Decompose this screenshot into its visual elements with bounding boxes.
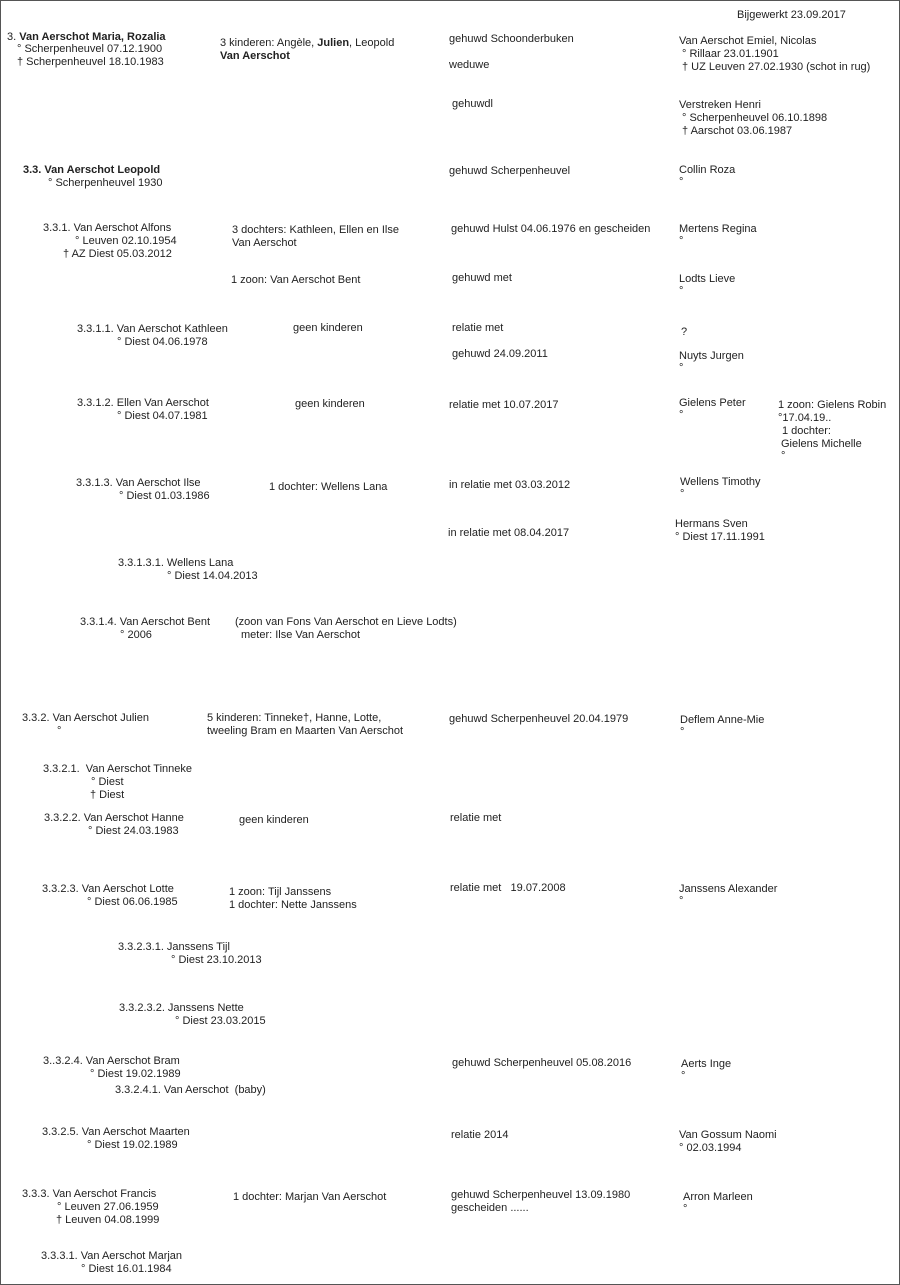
person-name: 3..3.2.4. Van Aerschot Bram — [43, 1055, 180, 1067]
children-info-line2: tweeling Bram en Maarten Van Aerschot — [207, 725, 404, 737]
spouse-name: Arron Marleen — [683, 1191, 753, 1203]
note-info: (zoon van Fons Van Aerschot en Lieve Lodts) — [235, 616, 457, 628]
birth-info: ° Diest — [91, 776, 124, 788]
spouse-name: Lodts Lieve — [679, 273, 736, 285]
grandchildren-info: °17.04.19.. — [778, 412, 832, 424]
person-name: 3.3.2.2. Van Aerschot Hanne — [44, 812, 184, 824]
child-entry: 3.3.2.4.1. Van Aerschot (baby) — [115, 1084, 266, 1096]
birth-info: ° Diest 04.06.1978 — [117, 336, 208, 348]
spouse-name: Verstreken Henri — [679, 99, 761, 111]
spouse-name: Mertens Regina — [679, 223, 757, 235]
spouse-name: Nuyts Jurgen — [679, 350, 744, 362]
spouse-birth: ° Diest 17.11.1991 — [675, 531, 765, 543]
spouse-birth: ° — [680, 726, 685, 738]
person-name: 3.3.2. Van Aerschot Julien — [22, 712, 149, 724]
relation-info: in relatie met 08.04.2017 — [448, 527, 570, 539]
person-name: 3.3.2.3.2. Janssens Nette — [119, 1002, 244, 1014]
spouse-death: † UZ Leuven 27.02.1930 (schot in rug) — [682, 61, 871, 73]
relation-info: relatie met 19.07.2008 — [450, 882, 566, 894]
children-info: geen kinderen — [293, 322, 363, 334]
birth-info: ° — [57, 725, 62, 737]
person-name: 3.3.1. Van Aerschot Alfons — [43, 222, 172, 234]
birth-info: ° Diest 19.02.1989 — [87, 1139, 178, 1151]
spouse-name: Hermans Sven — [675, 518, 748, 530]
spouse-name: Wellens Timothy — [680, 476, 761, 488]
spouse-name: Collin Roza — [679, 164, 736, 176]
relation-info: relatie met 10.07.2017 — [449, 399, 559, 411]
children-info: geen kinderen — [295, 398, 365, 410]
birth-info: ° Diest 19.02.1989 — [90, 1068, 181, 1080]
death-info: † AZ Diest 05.03.2012 — [63, 248, 172, 260]
person-name: 3.3.2.1. Van Aerschot Tinneke — [43, 763, 193, 775]
death-info: † Diest — [90, 789, 125, 801]
person-name: 3.3.1.2. Ellen Van Aerschot — [77, 397, 209, 409]
birth-info: ° Diest 04.07.1981 — [117, 410, 208, 422]
birth-info: ° Leuven 27.06.1959 — [57, 1201, 159, 1213]
person-name: 3.3.2.5. Van Aerschot Maarten — [42, 1126, 190, 1138]
relation-info: relatie met — [452, 322, 504, 334]
grandchildren-info: 1 zoon: Gielens Robin — [778, 399, 887, 411]
relation-info: gehuwd Scherpenheuvel 05.08.2016 — [452, 1057, 632, 1069]
spouse-name: Van Aerschot Emiel, Nicolas — [679, 35, 817, 47]
children-info: 1 zoon: Tijl Janssens — [229, 886, 332, 898]
birth-info: ° Diest 01.03.1986 — [119, 490, 210, 502]
relation-info: gehuwd Scherpenheuvel 20.04.1979 — [449, 713, 629, 725]
relation-info: gehuwd 24.09.2011 — [452, 348, 548, 360]
spouse-birth: ° — [679, 176, 684, 188]
relation-info: gehuwd Scherpenheuvel — [449, 165, 571, 177]
birth-info: ° Diest 23.10.2013 — [171, 954, 262, 966]
birth-info: ° Diest 14.04.2013 — [167, 570, 258, 582]
spouse-birth: ° 02.03.1994 — [679, 1142, 742, 1154]
children-info-line2: Van Aerschot — [232, 237, 297, 249]
spouse-birth: ° — [679, 235, 684, 247]
person-name: 3.3.2.3. Van Aerschot Lotte — [42, 883, 174, 895]
birth-info: ° Diest 06.06.1985 — [87, 896, 178, 908]
children-info: 3 dochters: Kathleen, Ellen en Ilse — [232, 224, 399, 236]
children-info: 5 kinderen: Tinneke†, Hanne, Lotte, — [207, 712, 382, 724]
spouse-birth: ° — [680, 488, 685, 500]
grandchildren-info: Gielens Michelle — [781, 438, 862, 450]
person-name: 3.3.1.3. Van Aerschot Ilse — [76, 477, 201, 489]
relation-info: relatie 2014 — [451, 1129, 509, 1141]
spouse-birth: ° — [679, 285, 684, 297]
children-info: 1 zoon: Van Aerschot Bent — [231, 274, 361, 286]
children-info-line2: Van Aerschot — [220, 50, 290, 62]
death-info: † Scherpenheuvel 18.10.1983 — [17, 56, 164, 68]
spouse-birth: ° — [679, 362, 684, 374]
person-name: 3.3. Van Aerschot Leopold — [23, 164, 161, 176]
person-name: 3.3.3.1. Van Aerschot Marjan — [41, 1250, 183, 1262]
updated-date: Bijgewerkt 23.09.2017 — [737, 9, 846, 21]
relation-info: in relatie met 03.03.2012 — [449, 479, 571, 491]
spouse-name: Janssens Alexander — [679, 883, 778, 895]
children-info-line2: 1 dochter: Nette Janssens — [229, 899, 357, 911]
birth-info: ° 2006 — [120, 629, 152, 641]
spouse-name: Deflem Anne-Mie — [680, 714, 765, 726]
spouse-name: ? — [681, 326, 688, 338]
relation-info: gehuwd Scherpenheuvel 13.09.1980 — [451, 1189, 631, 1201]
relation-info: gehuwd met — [452, 272, 512, 284]
spouse-name: Gielens Peter — [679, 397, 746, 409]
birth-info: ° Scherpenheuvel 07.12.1900 — [17, 43, 163, 55]
generation-number: 3. — [7, 31, 20, 43]
death-info: † Leuven 04.08.1999 — [56, 1214, 160, 1226]
spouse-birth: ° Scherpenheuvel 06.10.1898 — [682, 112, 828, 124]
person-name: 3.3.1.3.1. Wellens Lana — [118, 557, 234, 569]
person-name: 3.3.3. Van Aerschot Francis — [22, 1188, 157, 1200]
note-info: meter: Ilse Van Aerschot — [241, 629, 361, 641]
spouse-name: Van Gossum Naomi — [679, 1129, 777, 1141]
birth-info: ° Diest 24.03.1983 — [88, 825, 179, 837]
birth-info: ° Diest 16.01.1984 — [81, 1263, 172, 1275]
spouse-birth: ° — [681, 1070, 686, 1082]
person-name: 3.3.1.4. Van Aerschot Bent — [80, 616, 211, 628]
person-name-bold: Van Aerschot Maria, Rozalia — [19, 31, 166, 43]
spouse-birth: ° Rillaar 23.01.1901 — [682, 48, 779, 60]
spouse-birth: ° — [679, 895, 684, 907]
person-name: 3.3.2.3.1. Janssens Tijl — [118, 941, 230, 953]
person-name: 3.3.1.1. Van Aerschot Kathleen — [77, 323, 228, 335]
relation-status: weduwe — [449, 59, 490, 71]
grandchildren-info: 1 dochter: — [782, 425, 831, 437]
spouse-birth: ° — [679, 409, 684, 421]
children-info: 3 kinderen: Angèle, Julien, Leopold — [220, 37, 395, 49]
children-info: geen kinderen — [239, 814, 309, 826]
relation-info: relatie met — [450, 812, 502, 824]
children-info: 1 dochter: Wellens Lana — [269, 481, 388, 493]
spouse-death: † Aarschot 03.06.1987 — [682, 125, 793, 137]
relation-info: gehuwd Hulst 04.06.1976 en gescheiden — [451, 223, 651, 235]
birth-info: ° Scherpenheuvel 1930 — [48, 177, 163, 189]
birth-info: ° Leuven 02.10.1954 — [75, 235, 177, 247]
birth-info: ° Diest 23.03.2015 — [175, 1015, 266, 1027]
spouse-name: Aerts Inge — [681, 1058, 732, 1070]
grandchildren-info: ° — [781, 450, 786, 462]
relation-status: gescheiden ...... — [451, 1202, 529, 1214]
relation-info: gehuwdl — [452, 98, 493, 110]
children-info: 1 dochter: Marjan Van Aerschot — [233, 1191, 387, 1203]
spouse-birth: ° — [683, 1203, 688, 1215]
relation-info: gehuwd Schoonderbuken — [449, 33, 574, 45]
